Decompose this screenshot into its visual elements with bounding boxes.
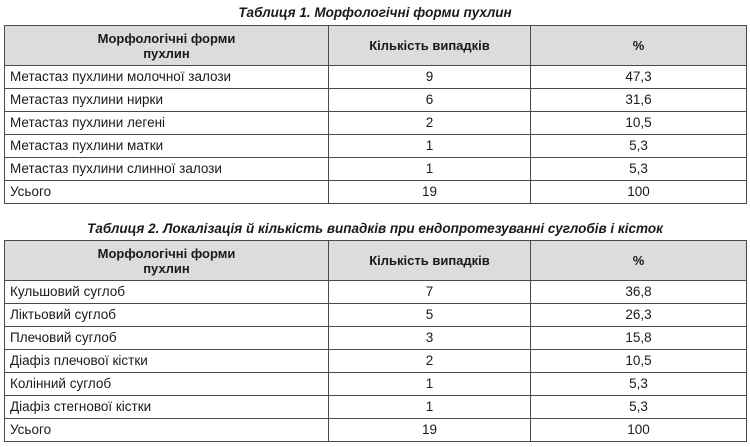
cell-percent: 10,5 — [531, 350, 747, 373]
column-header-morphology: Морфологічні форми пухлин — [5, 241, 329, 281]
cell-percent: 15,8 — [531, 327, 747, 350]
column-header-count: Кількість випадків — [329, 26, 531, 66]
cell-count: 6 — [329, 89, 531, 112]
cell-name: Усього — [5, 419, 329, 442]
table-row — [5, 396, 747, 419]
cell-count: 1 — [329, 158, 531, 181]
cell-count: 9 — [329, 66, 531, 89]
table-row — [5, 89, 747, 112]
table-row — [5, 181, 747, 204]
column-header-percent: % — [531, 26, 747, 66]
cell-name: Метастаз пухлини матки — [5, 135, 329, 158]
table-row — [5, 327, 747, 350]
cell-percent: 5,3 — [531, 135, 747, 158]
cell-percent: 5,3 — [531, 373, 747, 396]
cell-name: Кульшовий суглоб — [5, 281, 329, 304]
cell-percent: 5,3 — [531, 396, 747, 419]
cell-percent: 5,3 — [531, 158, 747, 181]
table-row — [5, 135, 747, 158]
table-header-row — [5, 26, 747, 66]
cell-percent: 31,6 — [531, 89, 747, 112]
table-header-row — [5, 241, 747, 281]
cell-count: 19 — [329, 181, 531, 204]
table-1-caption: Таблиця 1. Морфологічні форми пухлин — [238, 5, 512, 20]
table-2 — [4, 240, 747, 442]
cell-percent: 26,3 — [531, 304, 747, 327]
table-row — [5, 373, 747, 396]
cell-percent: 36,8 — [531, 281, 747, 304]
cell-count: 1 — [329, 373, 531, 396]
column-header-morphology: Морфологічні форми пухлин — [5, 26, 329, 66]
table-row — [5, 350, 747, 373]
cell-name: Ліктьовий суглоб — [5, 304, 329, 327]
cell-name: Діафіз плечової кістки — [5, 350, 329, 373]
cell-count: 5 — [329, 304, 531, 327]
cell-name: Усього — [5, 181, 329, 204]
cell-count: 19 — [329, 419, 531, 442]
cell-name: Плечовий суглоб — [5, 327, 329, 350]
cell-name: Діафіз стегнової кістки — [5, 396, 329, 419]
table-row — [5, 158, 747, 181]
cell-count: 1 — [329, 396, 531, 419]
table-row — [5, 419, 747, 442]
table-1 — [4, 25, 747, 204]
table-row — [5, 304, 747, 327]
table-2-caption: Таблиця 2. Локалізація й кількість випадків при ендопротезуванні суглобів і кісток — [87, 221, 663, 236]
cell-name: Метастаз пухлини легені — [5, 112, 329, 135]
cell-percent: 47,3 — [531, 66, 747, 89]
cell-count: 2 — [329, 112, 531, 135]
cell-percent: 100 — [531, 419, 747, 442]
cell-percent: 100 — [531, 181, 747, 204]
table-row — [5, 281, 747, 304]
cell-count: 1 — [329, 135, 531, 158]
column-header-count: Кількість випадків — [329, 241, 531, 281]
column-header-percent: % — [531, 241, 747, 281]
cell-name: Метастаз пухлини нирки — [5, 89, 329, 112]
table-row — [5, 66, 747, 89]
cell-name: Метастаз пухлини молочної залози — [5, 66, 329, 89]
cell-percent: 10,5 — [531, 112, 747, 135]
cell-count: 3 — [329, 327, 531, 350]
cell-count: 2 — [329, 350, 531, 373]
cell-name: Колінний суглоб — [5, 373, 329, 396]
table-row — [5, 112, 747, 135]
cell-count: 7 — [329, 281, 531, 304]
cell-name: Метастаз пухлини слинної залози — [5, 158, 329, 181]
